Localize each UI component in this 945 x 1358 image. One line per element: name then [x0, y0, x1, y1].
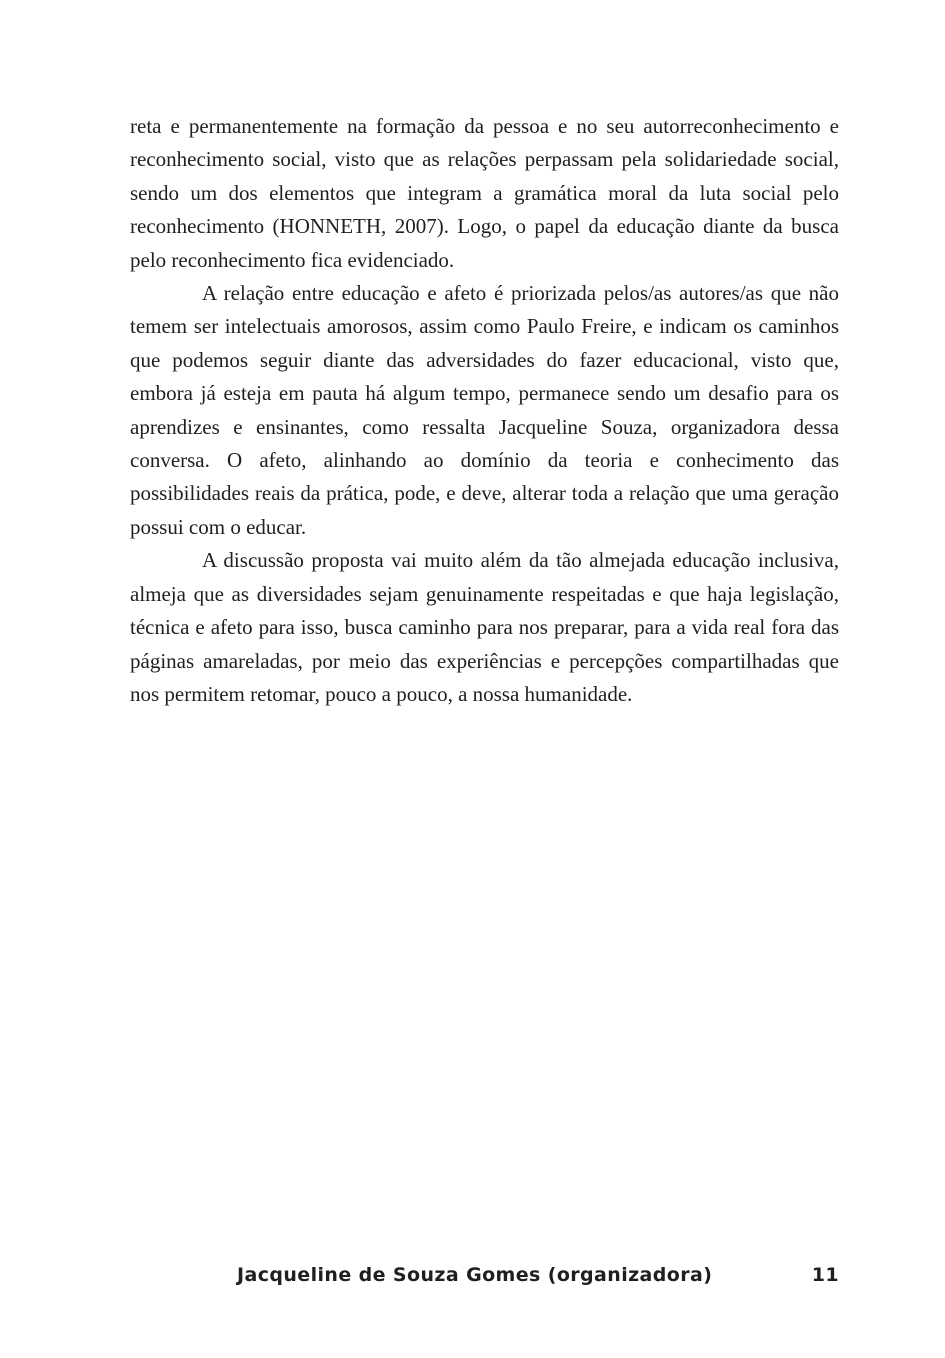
paragraph-education-affection: A relação entre educação e afeto é priorizada pelos/as autores/as que não temem ser intelectuais amorosos, assim como Paulo Freire, e indicam os caminhos que podemos seguir diante das adversidades do fazer educacional, visto que, embora já esteja em pauta há algum tempo, permanece sendo um desafio para os aprendizes e ensinantes, como ressalta Jacqueline Souza, organizadora dessa conversa. O afeto, alinhando ao domínio da teoria e conhecimento das possibilidades reais da prática, pode, e deve, alterar toda a relação que uma geração possui com o educar.	[130, 281, 839, 539]
page-footer	[0, 1264, 945, 1294]
page-body	[130, 110, 839, 711]
paragraph-inclusive-education: A discussão proposta vai muito além da tão almejada educação inclusiva, almeja que as diversidades sejam genuinamente respeitadas e que haja legislação, técnica e afeto para isso, busca caminho para nos preparar, para a vida real fora das páginas amareladas, por meio das experiências e percepções compartilhadas que nos permitem retomar, pouco a pouco, a nossa humanidade.	[130, 548, 839, 706]
page-number: 11	[811, 1264, 839, 1286]
running-head: Jacqueline de Souza Gomes (organizadora)	[237, 1264, 713, 1286]
paragraph-continuation: reta e permanentemente na formação da pessoa e no seu autorreconhecimento e reconhecimento social, visto que as relações perpassam pela solidariedade social, sendo um dos elementos que integram a gramática moral da luta social pelo reconhecimento (HONNETH, 2007). Logo, o papel da educação diante da busca pelo reconhecimento fica evidenciado.	[130, 114, 839, 272]
